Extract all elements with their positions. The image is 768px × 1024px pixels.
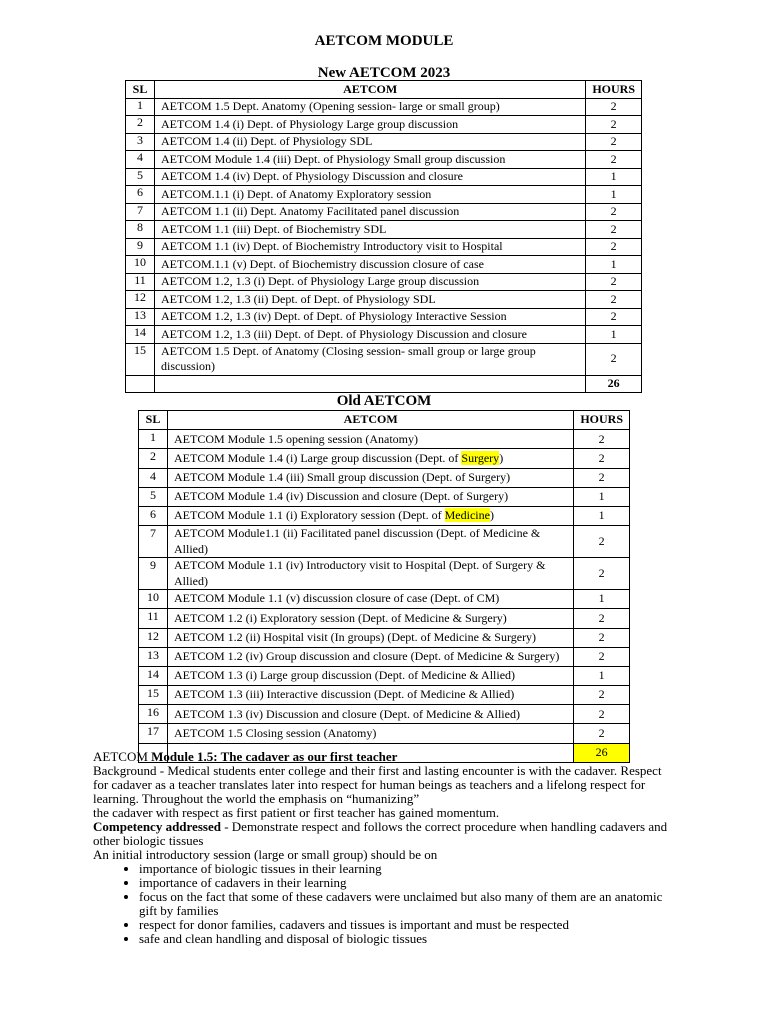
row-hours: 1 [574,506,630,525]
row-hours: 2 [574,724,630,743]
row-aetcom: AETCOM 1.4 (ii) Dept. of Physiology SDL [155,133,586,151]
row-aetcom: AETCOM Module 1.1 (v) discussion closure of case (Dept. of CM) [168,590,574,609]
header-hours: HOURS [574,411,630,430]
row-aetcom: AETCOM Module 1.4 (iii) Dept. of Physiology Small group discussion [155,151,586,169]
row-hours: 2 [586,133,642,151]
row-sl: 17 [139,724,168,743]
row-aetcom: AETCOM Module1.1 (ii) Facilitated panel discussion (Dept. of Medicine & Allied) [168,526,574,558]
row-sl: 5 [126,168,155,186]
background-paragraph: Background - Medical students enter college and their first and lasting encounter is with the cadaver. Respect for cadaver as a teacher translates later into respect for human beings as teachers and a lifelong respect for learning. Throughout the world the emphasis on “humanizing” [93,763,662,806]
row-sl: 13 [139,647,168,666]
row-aetcom: AETCOM 1.1 (iv) Dept. of Biochemistry Introductory visit to Hospital [155,238,586,256]
total-empty-sl [126,375,155,393]
row-aetcom: AETCOM 1.5 Dept. Anatomy (Opening session- large or small group) [155,98,586,116]
table-row [139,468,630,487]
row-aetcom: AETCOM Module 1.4 (iii) Small group discussion (Dept. of Surgery) [168,468,574,487]
row-hours: 1 [586,326,642,344]
table-row [126,221,642,239]
row-sl: 1 [139,430,168,449]
row-aetcom: AETCOM 1.3 (iv) Discussion and closure (Dept. of Medicine & Allied) [168,705,574,724]
table-row [139,609,630,628]
row-hours: 1 [586,256,642,274]
row-sl: 16 [139,705,168,724]
row-sl: 1 [126,98,155,116]
total-hours: 26 [574,743,630,762]
row-sl: 12 [126,291,155,309]
row-aetcom: AETCOM Module 1.5 opening session (Anatomy) [168,430,574,449]
row-aetcom [168,449,574,468]
row-sl: 12 [139,628,168,647]
row-sl: 5 [139,487,168,506]
row-hours: 1 [574,590,630,609]
row-hours: 2 [586,238,642,256]
new-aetcom-table [125,80,642,393]
row-hours: 2 [574,468,630,487]
row-sl: 2 [139,449,168,468]
row-sl: 14 [139,666,168,685]
module-description [93,750,678,946]
table-row [126,186,642,204]
bullet-item: • importance of cadavers in their learning [139,876,678,890]
table-row [126,203,642,221]
row-aetcom: AETCOM Module 1.4 (iv) Discussion and closure (Dept. of Surgery) [168,487,574,506]
bullet-item: • importance of biologic tissues in their learning [139,862,678,876]
table-row [126,343,642,375]
intro-paragraph: An initial introductory session (large or small group) should be on [93,847,438,862]
row-hours: 2 [586,98,642,116]
row-aetcom: AETCOM 1.2, 1.3 (iv) Dept. of Dept. of Physiology Interactive Session [155,308,586,326]
row-sl: 9 [139,558,168,590]
row-sl: 4 [139,468,168,487]
total-empty-aetcom [155,375,586,393]
row-hours: 2 [586,273,642,291]
table-row [139,449,630,468]
module-prefix: AETCOM [93,749,152,764]
competency-text: - Demonstrate respect and follows the correct procedure when handling cadavers and other biologic tissues [93,819,668,848]
row-sl: 3 [126,133,155,151]
row-sl: 7 [139,526,168,558]
module-heading: Module 1.5: The cadaver as our first teacher [151,749,398,764]
highlighted-dept: Medicine [444,508,490,523]
row-text-part: ) [489,508,494,523]
row-sl: 11 [139,609,168,628]
row-sl: 11 [126,273,155,291]
header-aetcom: AETCOM [168,411,574,430]
page-title: AETCOM MODULE [314,33,454,49]
table-header-row [126,81,642,99]
row-sl: 15 [126,343,155,375]
table-row [139,666,630,685]
competency-paragraph [93,820,678,848]
bullet-list [93,862,678,946]
row-sl: 13 [126,308,155,326]
row-hours: 2 [574,609,630,628]
row-hours: 2 [586,221,642,239]
table-row [126,256,642,274]
bullet-item: • focus on the fact that some of these cadavers were unclaimed but also many of them are an anatomic gift by families [139,890,678,918]
row-sl: 2 [126,116,155,134]
table-row [126,98,642,116]
row-aetcom: AETCOM.1.1 (i) Dept. of Anatomy Exploratory session [155,186,586,204]
header-sl: SL [139,411,168,430]
row-hours: 2 [574,705,630,724]
row-aetcom: AETCOM 1.4 (iv) Dept. of Physiology Discussion and closure [155,168,586,186]
table-row [139,628,630,647]
row-hours: 2 [574,526,630,558]
row-hours: 2 [574,647,630,666]
row-sl: 9 [126,238,155,256]
row-aetcom: AETCOM 1.2 (ii) Hospital visit (In groups) (Dept. of Medicine & Surgery) [168,628,574,647]
table-header-row [139,411,630,430]
row-aetcom: AETCOM 1.2, 1.3 (ii) Dept. of Dept. of Physiology SDL [155,291,586,309]
row-aetcom: AETCOM 1.3 (iii) Interactive discussion (Dept. of Medicine & Allied) [168,686,574,705]
row-hours: 2 [586,151,642,169]
row-aetcom [168,506,574,525]
row-hours: 2 [586,343,642,375]
row-hours: 2 [574,628,630,647]
table-row [139,526,630,558]
row-aetcom: AETCOM 1.4 (i) Dept. of Physiology Large group discussion [155,116,586,134]
background-continued: the cadaver with respect as first patient or first teacher has gained momentum. [93,805,500,820]
table-row [126,168,642,186]
row-sl: 14 [126,326,155,344]
header-hours: HOURS [586,81,642,99]
table-row [139,705,630,724]
row-aetcom: AETCOM.1.1 (v) Dept. of Biochemistry discussion closure of case [155,256,586,274]
total-row [126,375,642,393]
header-sl: SL [126,81,155,99]
old-aetcom-table [138,410,630,763]
table-row [139,506,630,525]
table-row [126,326,642,344]
row-aetcom: AETCOM 1.2, 1.3 (i) Dept. of Physiology Large group discussion [155,273,586,291]
competency-label: Competency addressed [93,819,221,834]
row-sl: 6 [139,506,168,525]
row-aetcom: AETCOM 1.2 (iv) Group discussion and closure (Dept. of Medicine & Surgery) [168,647,574,666]
table-row [139,724,630,743]
table-row [139,558,630,590]
new-aetcom-title: New AETCOM 2023 [317,65,451,81]
row-aetcom: AETCOM 1.5 Closing session (Anatomy) [168,724,574,743]
table-row [126,116,642,134]
row-hours: 2 [586,308,642,326]
table-row [126,273,642,291]
row-hours: 2 [574,449,630,468]
row-aetcom: AETCOM 1.2, 1.3 (iii) Dept. of Dept. of Physiology Discussion and closure [155,326,586,344]
row-aetcom: AETCOM 1.1 (iii) Dept. of Biochemistry SDL [155,221,586,239]
row-aetcom: AETCOM 1.1 (ii) Dept. Anatomy Facilitated panel discussion [155,203,586,221]
row-aetcom: AETCOM Module 1.1 (iv) Introductory visit to Hospital (Dept. of Surgery & Allied) [168,558,574,590]
row-sl: 15 [139,686,168,705]
row-sl: 10 [126,256,155,274]
row-aetcom: AETCOM 1.5 Dept. of Anatomy (Closing session- small group or large group discussion) [155,343,586,375]
table-row [126,238,642,256]
row-sl: 10 [139,590,168,609]
row-text-part: AETCOM Module 1.1 (i) Exploratory session (Dept. of [174,508,445,523]
row-sl: 6 [126,186,155,204]
table-row [126,133,642,151]
row-hours: 2 [586,203,642,221]
table-row [126,151,642,169]
total-hours: 26 [586,375,642,393]
row-hours: 2 [586,291,642,309]
table-row [139,430,630,449]
table-row [126,308,642,326]
row-hours: 1 [586,186,642,204]
row-sl: 8 [126,221,155,239]
table-row [126,291,642,309]
table-row [139,590,630,609]
row-aetcom: AETCOM 1.2 (i) Exploratory session (Dept. of Medicine & Surgery) [168,609,574,628]
module-heading-line [93,750,678,764]
row-hours: 1 [574,487,630,506]
table-row [139,487,630,506]
header-aetcom: AETCOM [155,81,586,99]
highlighted-dept: Surgery [461,450,500,465]
bullet-item: • safe and clean handling and disposal of biologic tissues [139,932,678,946]
row-hours: 2 [574,430,630,449]
row-sl: 7 [126,203,155,221]
table-row [139,686,630,705]
row-hours: 2 [574,686,630,705]
row-text-part: ) [499,450,504,465]
row-hours: 1 [586,168,642,186]
row-hours: 2 [586,116,642,134]
table-row [139,647,630,666]
old-aetcom-title: Old AETCOM [336,393,432,409]
row-hours: 1 [574,666,630,685]
row-aetcom: AETCOM 1.3 (i) Large group discussion (Dept. of Medicine & Allied) [168,666,574,685]
bullet-item: • respect for donor families, cadavers and tissues is important and must be respected [139,918,678,932]
row-text-part: AETCOM Module 1.4 (i) Large group discussion (Dept. of [174,450,462,465]
row-sl: 4 [126,151,155,169]
row-hours: 2 [574,558,630,590]
